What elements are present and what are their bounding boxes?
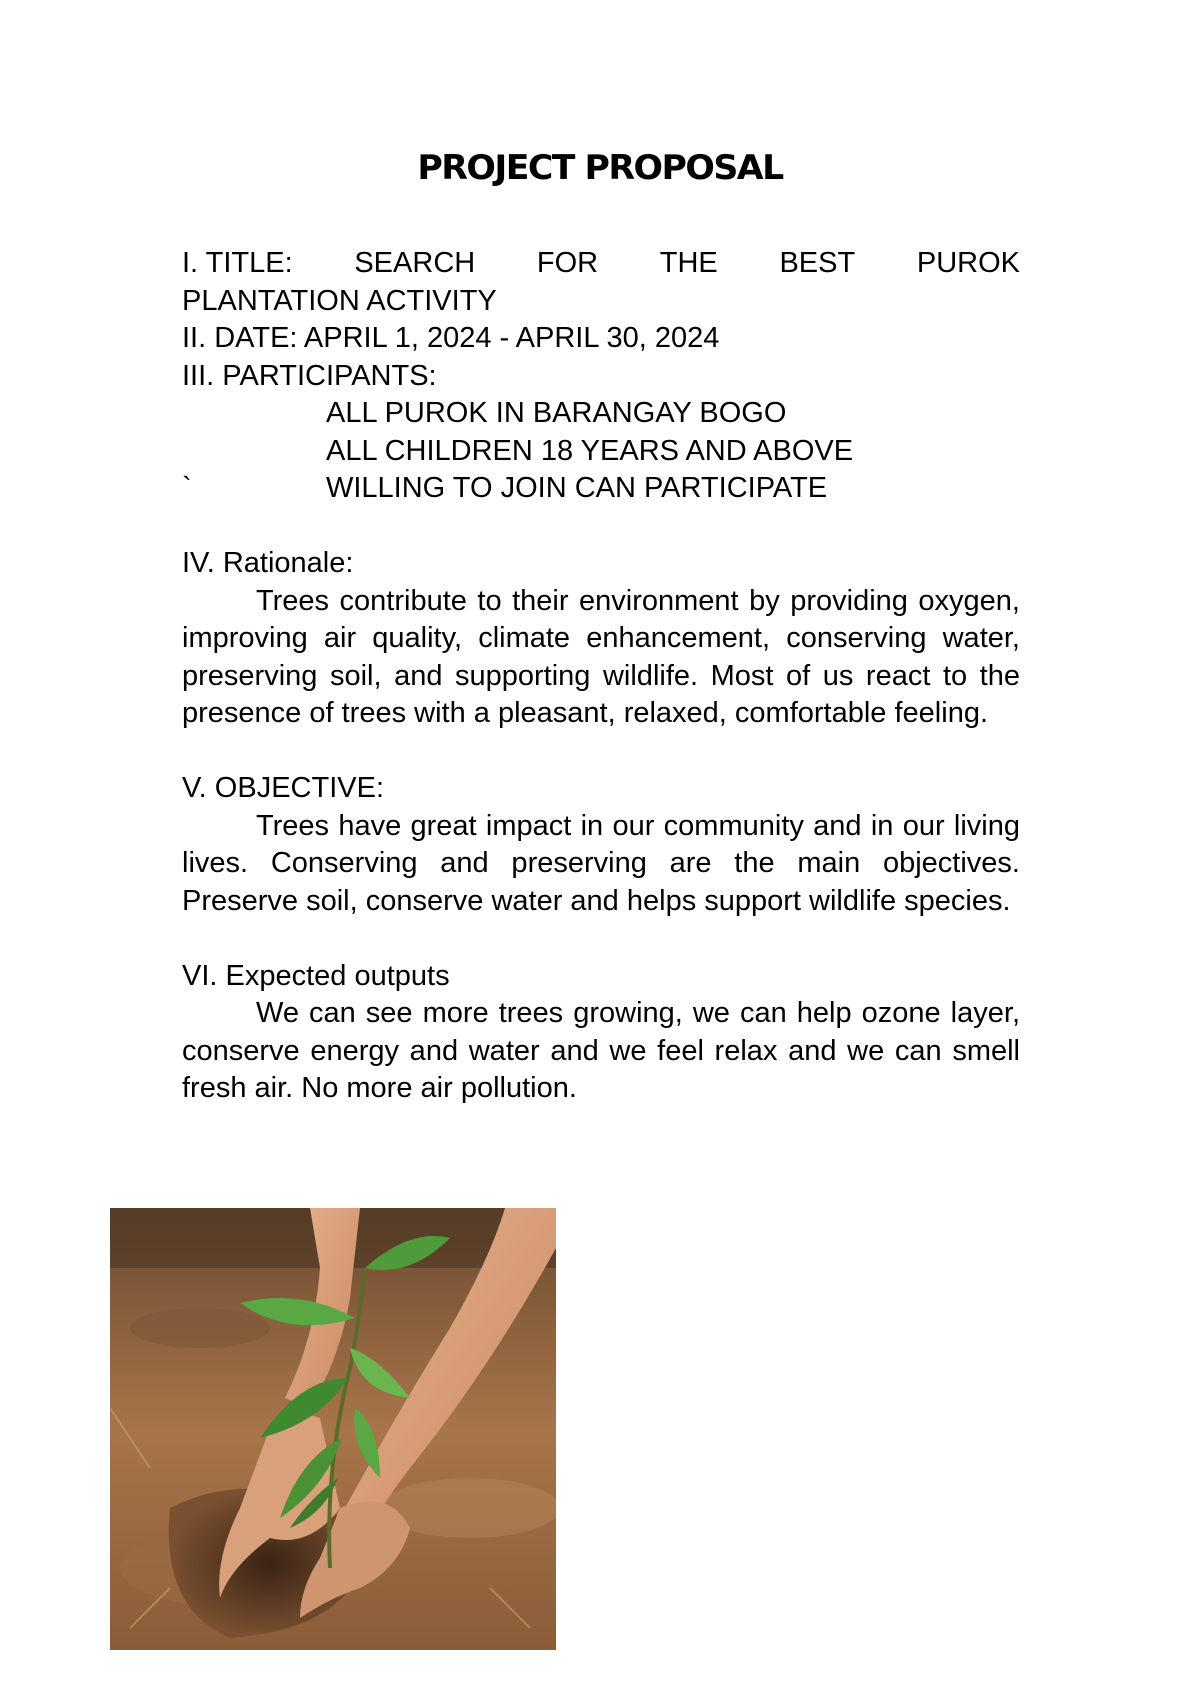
title-word: I. TITLE: [182,247,293,279]
participant-item: ALL PUROK IN BARANGAY BOGO [326,397,787,429]
title-word: BEST [779,247,856,279]
title-word: THE [659,247,718,279]
participant-item: ALL CHILDREN 18 YEARS AND ABOVE [326,434,854,467]
stray-mark: ` [182,472,192,504]
photo-illustration [110,1208,556,1650]
document-body [182,245,1020,1108]
date-line: II. DATE: APRIL 1, 2024 - APRIL 30, 2024 [182,322,720,354]
title-word: PUROK [916,247,1020,279]
participants-heading: III. PARTICIPANTS: [182,359,437,392]
title-line [182,245,1020,283]
title-line-2: PLANTATION ACTIVITY [182,284,497,317]
objective-heading: V. OBJECTIVE: [182,772,384,804]
title-word: SEARCH [354,247,476,279]
expected-outputs-heading: VI. Expected outputs [182,959,450,992]
page-title: PROJECT PROPOSAL [417,148,783,188]
objective-text: Trees have great impact in our community and in our living lives. Conserving and preserving are the main objectives. Preserve soil, conserve water and helps support wildlife species. [182,809,1020,917]
expected-outputs-text: We can see more trees growing, we can help ozone layer, conserve energy and water and we feel relax and we can smell fresh air. No more air pollution. [182,997,1020,1104]
title-word: FOR [536,247,599,279]
participant-item: WILLING TO JOIN CAN PARTICIPATE [326,472,828,504]
participant-item-with-mark [182,470,1020,508]
rationale-heading: IV. Rationale: [182,547,354,579]
tree-planting-photo [110,1208,556,1650]
rationale-text: Trees contribute to their environment by providing oxygen, improving air quality, climate enhancement, conserving water, preserving soil, and supporting wildlife. Most of us react to the presence of trees with a pleasant, relaxed, comfortable feeling. [182,584,1020,729]
